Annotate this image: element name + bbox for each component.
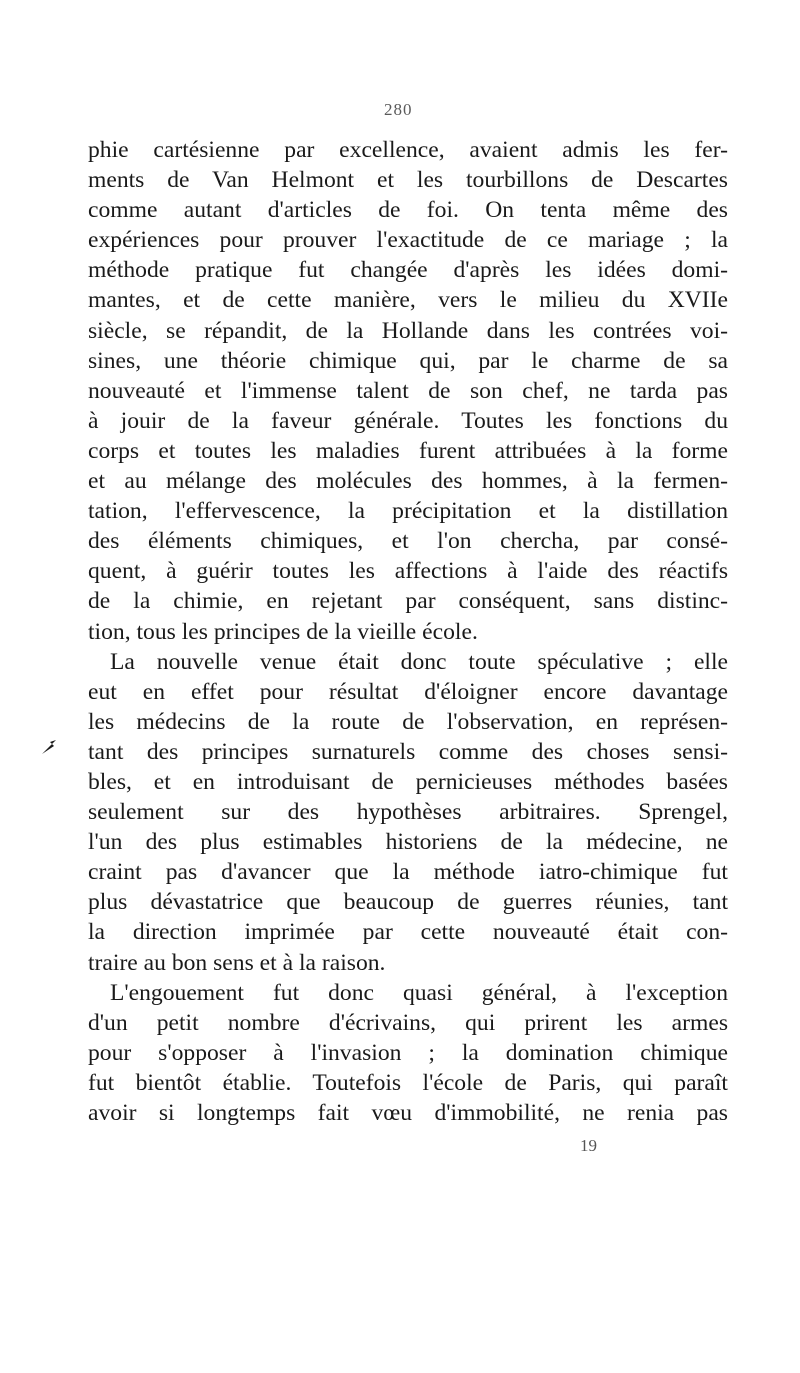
text-line: mantes, et de cette manière, vers le milieu du XVIIe (88, 287, 728, 314)
text-line: tant des principes surnaturels comme des choses sensi- (88, 738, 728, 765)
text-line: l'un des plus estimables historiens de la médecine, ne (88, 829, 728, 856)
text-line: avoir si longtemps fait vœu d'immobilité, ne renia pas (88, 1100, 728, 1126)
text-line: bles, et en introduisant de pernicieuses méthodes basées (88, 768, 728, 795)
text-line: siècle, se répandit, de la Hollande dans les contrées voi- (88, 317, 728, 344)
text-line: nouveauté et l'immense talent de son chef, ne tarda pas (88, 377, 728, 404)
text-line: phie cartésienne par excellence, avaient admis les fer- (88, 137, 728, 163)
text-line: corps et toutes les maladies furent attribuées à la forme (88, 437, 728, 464)
text-line: comme autant d'articles de foi. On tenta même des (88, 197, 728, 224)
body-text (88, 135, 728, 1128)
text-line: sines, une théorie chimique qui, par le charme de sa (88, 347, 728, 374)
text-line: ments de Van Helmont et les tourbillons de Descartes (88, 167, 728, 194)
arrow-mark-icon (40, 738, 58, 756)
text-line: plus dévastatrice que beaucoup de guerres réunies, tant (88, 889, 728, 916)
text-line: fut bientôt établie. Toutefois l'école de Paris, qui paraît (88, 1069, 728, 1096)
text-line: La nouvelle venue était donc toute spéculative ; elle (110, 648, 728, 675)
text-line: quent, à guérir toutes les affections à l'aide des réactifs (88, 558, 728, 585)
text-line: à jouir de la faveur générale. Toutes les fonctions du (88, 407, 728, 434)
text-line: L'engouement fut donc quasi général, à l'exception (110, 979, 728, 1006)
text-line: craint pas d'avancer que la méthode iatro-chimique fut (88, 859, 728, 886)
text-line: et au mélange des molécules des hommes, à la fermen- (88, 468, 728, 495)
text-line: pour s'opposer à l'invasion ; la domination chimique (88, 1039, 728, 1066)
text-line: les médecins de la route de l'observation, en représen- (88, 708, 728, 735)
signature-mark: 19 (580, 1136, 597, 1155)
text-line: tation, l'effervescence, la précipitation et la distillation (88, 498, 728, 525)
page-number: 280 (384, 100, 413, 119)
text-line: expériences pour prouver l'exactitude de ce mariage ; la (88, 227, 728, 254)
text-line: tion, tous les principes de la vieille école. (88, 618, 478, 645)
text-line: traire au bon sens et à la raison. (88, 949, 386, 976)
text-line: de la chimie, en rejetant par conséquent, sans distinc- (88, 588, 728, 615)
text-line: seulement sur des hypothèses arbitraires. Sprengel, (88, 799, 728, 826)
text-line: la direction imprimée par cette nouveauté était con- (88, 919, 728, 946)
text-line: méthode pratique fut changée d'après les idées domi- (88, 257, 728, 284)
text-line: eut en effet pour résultat d'éloigner encore davantage (88, 678, 728, 705)
text-line: d'un petit nombre d'écrivains, qui prirent les armes (88, 1009, 728, 1036)
text-line: des éléments chimiques, et l'on chercha, par consé- (88, 528, 728, 555)
